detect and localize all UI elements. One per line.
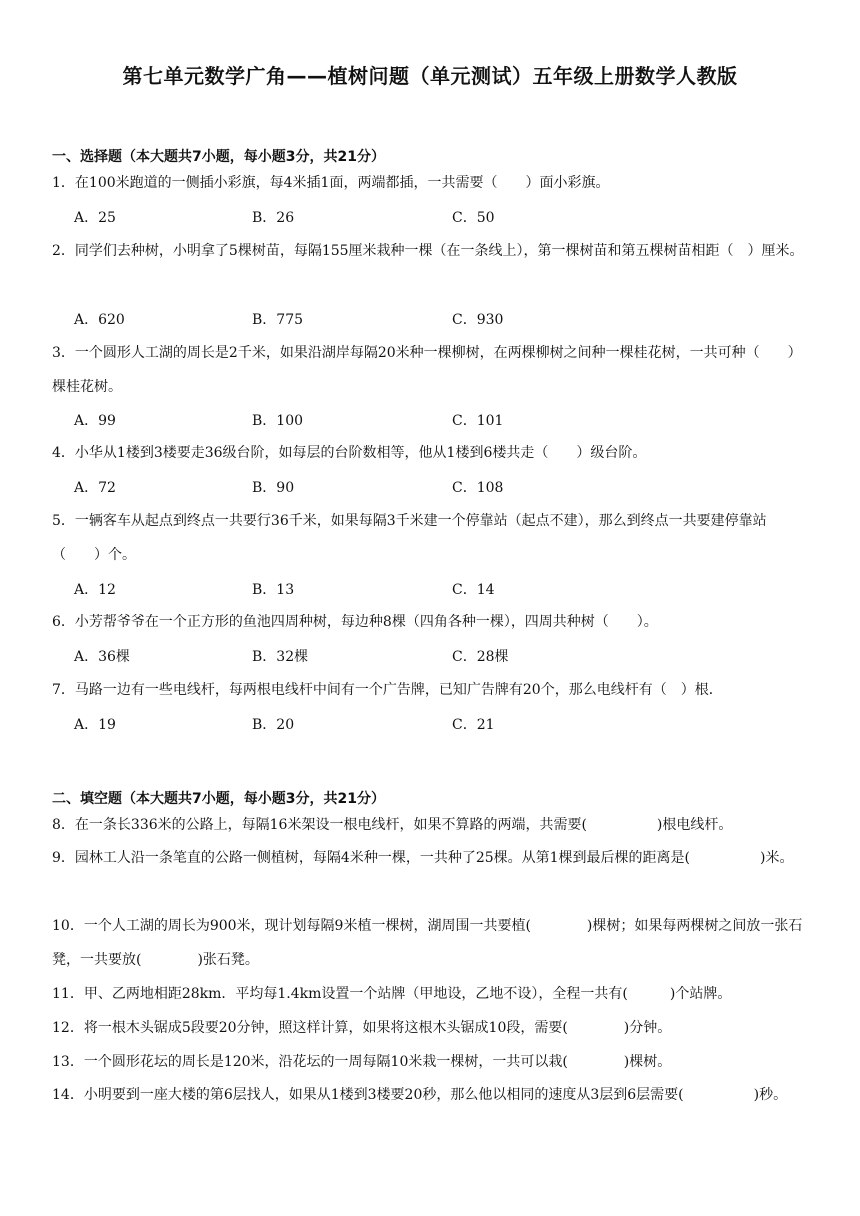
question-4: 4．小华从1楼到3楼要走36级台阶，如每层的台阶数相等，他从1楼到6楼共走（ ）级台阶。 [52,445,647,461]
option-b[interactable]: B．13 [252,582,295,598]
option-b[interactable]: B．26 [252,210,295,226]
option-a[interactable]: A．19 [74,717,116,733]
section-heading-fill-in: 二、填空题（本大题共7小题，每小题3分，共21分） [52,791,385,807]
option-b[interactable]: B．20 [252,717,295,733]
question-13: 13．一个圆形花坛的周长是120米，沿花坛的一周每隔10米栽一棵树，一共可以栽( )棵树。 [52,1054,672,1070]
question-1: 1．在100米跑道的一侧插小彩旗，每4米插1面，两端都插，一共需要（ ）面小彩旗。 [52,175,610,191]
question-6: 6．小芳帮爷爷在一个正方形的鱼池四周种树，每边种8棵（四角各种一棵），四周共种树（ ）。 [52,614,658,630]
option-c[interactable]: C．930 [452,312,504,328]
option-a[interactable]: A．12 [74,582,116,598]
option-c[interactable]: C．101 [452,413,504,429]
question-3: 3．一个圆形人工湖的周长是2千米，如果沿湖岸每隔20米种一棵柳树，在两棵柳树之间种一棵桂花树，一共可种（ ）棵桂花树。 [52,345,802,395]
question-10: 10．一个人工湖的周长为900米，现计划每隔9米植一棵树，湖周围一共要植( )棵树；如果每两棵树之间放一张石凳，一共要放( )张石凳。 [52,918,803,968]
option-b[interactable]: B．90 [252,480,295,496]
option-c[interactable]: C．50 [452,210,495,226]
option-a[interactable]: A．72 [74,480,116,496]
option-c[interactable]: C．21 [452,717,495,733]
option-b[interactable]: B．32棵 [252,649,309,665]
question-11: 11．甲、乙两地相距28km．平均每1.4km设置一个站牌（甲地设，乙地不设），全程一共有( )个站牌。 [52,986,732,1002]
option-c[interactable]: C．14 [452,582,495,598]
option-b[interactable]: B．775 [252,312,304,328]
option-a[interactable]: A．36棵 [74,649,130,665]
page-title: 第七单元数学广角——植树问题（单元测试）五年级上册数学人教版 [122,64,738,88]
section-heading-multiple-choice: 一、选择题（本大题共7小题，每小题3分，共21分） [52,149,385,165]
option-a[interactable]: A．99 [74,413,116,429]
question-5: 5．一辆客车从起点到终点一共要行36千米，如果每隔3千米建一个停靠站（起点不建），那么到终点一共要建停靠站（ ）个。 [52,513,767,563]
option-a[interactable]: A．620 [74,312,125,328]
option-a[interactable]: A．25 [74,210,116,226]
question-8: 8．在一条长336米的公路上，每隔16米架设一根电线杆，如果不算路的两端，共需要( )根电线杆。 [52,817,733,833]
question-2: 2．同学们去种树，小明拿了5棵树苗，每隔155厘米栽种一棵（在一条线上），第一棵树苗和第五棵树苗相距（ ）厘米。 [52,243,804,259]
option-c[interactable]: C．108 [452,480,504,496]
question-14: 14．小明要到一座大楼的第6层找人，如果从1楼到3楼要20秒，那么他以相同的速度从3层到6层需要( )秒。 [52,1087,788,1103]
option-c[interactable]: C．28棵 [452,649,509,665]
question-9: 9．园林工人沿一条笔直的公路一侧植树，每隔4米种一棵，一共种了25棵。从第1棵到最后棵的距离是( )米。 [52,850,794,866]
question-12: 12．将一根木头锯成5段要20分钟，照这样计算，如果将这根木头锯成10段，需要( )分钟。 [52,1020,672,1036]
option-b[interactable]: B．100 [252,413,304,429]
question-7: 7．马路一边有一些电线杆，每两根电线杆中间有一个广告牌，已知广告牌有20个，那么电线杆有（ ）根． [52,682,723,698]
